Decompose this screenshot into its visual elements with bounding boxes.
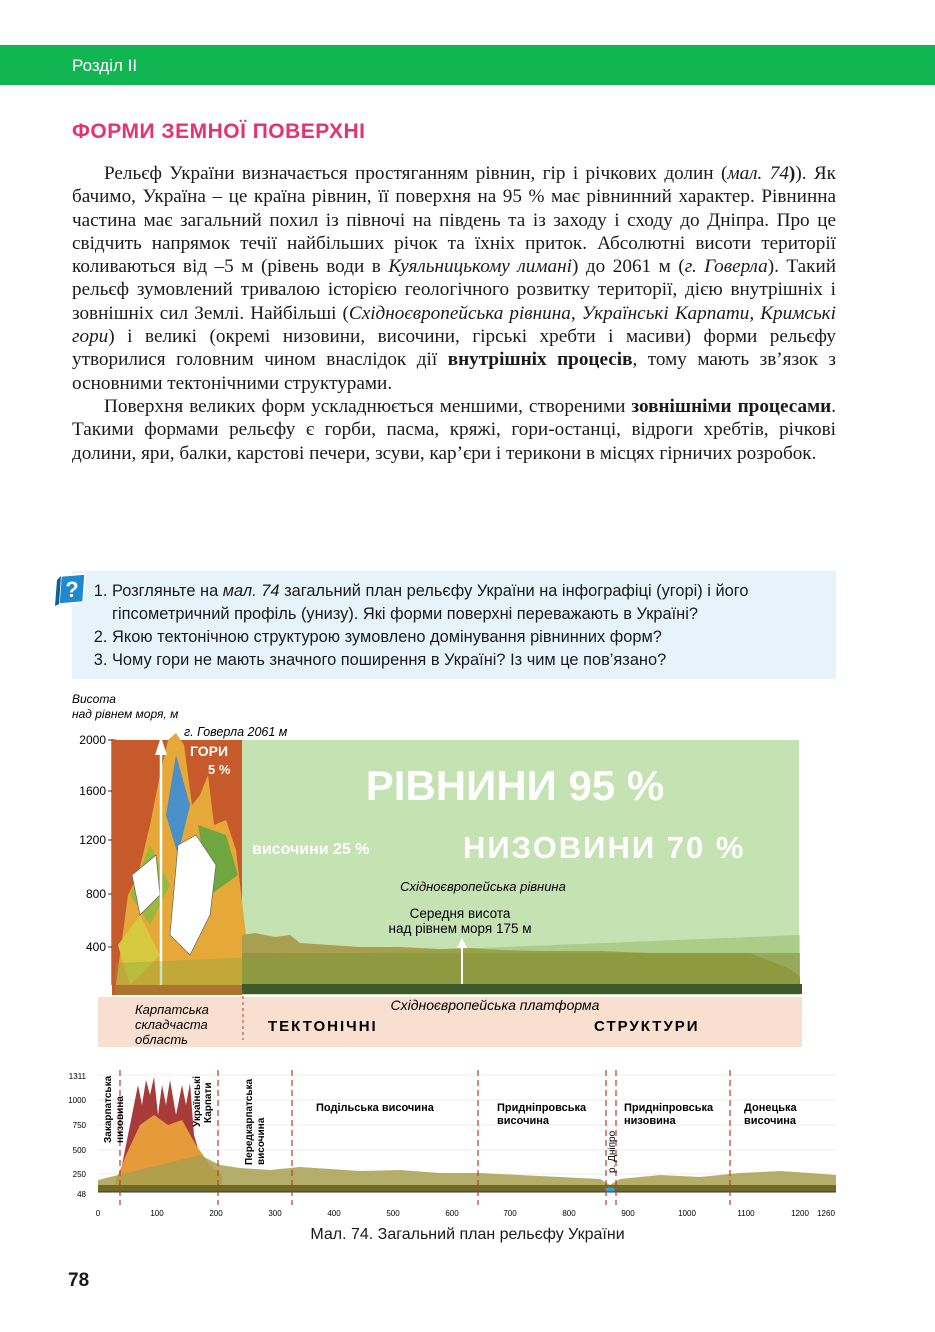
p1-text-2: ). Як бачимо, Україна – це країна рівнин, її поверхня на 95 % має рівнинний характер. Рівнинна частина має загальний похил із півночі на південь та із заходу і сходу до Дніпра. Про це свідчить напрямок течії найбільших річок та їхніх приток. Абсолютні висоти території коливаються від –5 м (рівень води в [72, 163, 836, 278]
q1-text-1: Розгляньте на [112, 582, 223, 600]
ytick-800: 800 [85, 887, 106, 901]
figure-caption: Мал. 74. Загальний план рельєфу України [310, 1226, 625, 1243]
p1-italic-3: г. Говерла [684, 256, 768, 278]
xtick-200: 200 [209, 1209, 223, 1218]
svg-text:?: ? [65, 577, 79, 602]
p1-italic-1: мал. 74 [727, 163, 789, 184]
region-zakarp-2: низовина [115, 1096, 126, 1143]
region-prydn-low-2: низовина [624, 1115, 676, 1127]
question-1 [112, 580, 836, 626]
peak-label: г. Говерла 2061 м [184, 725, 288, 739]
page-title: ФОРМИ ЗЕМНОЇ ПОВЕРХНІ [72, 120, 366, 143]
region-zakarp-1: Закарпатська [103, 1075, 114, 1143]
carpathian-label-2: складчаста [135, 1017, 208, 1032]
p2-text-1: Поверхня великих форм ускладнюється меншими, створеними [104, 395, 632, 417]
ytick-400: 400 [85, 940, 106, 954]
xtick-1200: 1200 [791, 1209, 809, 1218]
ptick-1000: 1000 [68, 1096, 86, 1105]
uplands-label: височини 25 % [252, 841, 370, 858]
xtick-900: 900 [621, 1209, 635, 1218]
question-3: 3. Чому гори не мають значного поширення в Україні? Із чим це пов’язано? [112, 649, 836, 672]
profile-y-ticks [68, 1072, 86, 1199]
region-predkarp-1: Передкарпатська [244, 1078, 255, 1165]
xtick-300: 300 [268, 1209, 282, 1218]
xtick-700: 700 [503, 1209, 517, 1218]
ptick-750: 750 [72, 1121, 86, 1130]
p1-text-1: Рельєф України визначається простяганням рівнин, гір і річкових долин ( [104, 163, 728, 184]
xtick-800: 800 [562, 1209, 576, 1218]
profile-x-ticks [96, 1209, 836, 1218]
section-label: Розділ ІІ [72, 56, 138, 75]
region-donets-1: Донецька [744, 1102, 797, 1114]
platform-strip [242, 984, 802, 994]
profile-base [98, 1185, 836, 1192]
p2-text-2: . Такими формами рельєфу є горби, пасма, кряжі, гори-останці, відроги хребтів, річкові долини, яри, балки, карстові печери, зсуви, кар’єри і терикони в місцях гірничих розробок. [72, 395, 836, 464]
region-podil: Подільська височина [316, 1102, 434, 1114]
avg-height-label-1: Середня висота [409, 906, 511, 921]
mountains-label: ГОРИ [190, 743, 229, 759]
region-dnipro: р. Дніпро [607, 1130, 618, 1173]
body-text [72, 162, 836, 465]
ytick-2000: 2000 [79, 733, 106, 747]
y-axis-label-1: Висота [72, 692, 116, 706]
platform-label: Східноєвропейська платформа [390, 997, 600, 1013]
plain-name-label: Східноєвропейська рівнина [400, 879, 566, 894]
q1-text-2: загальний план рельєфу України на інфографіці (угорі) і його гіпсометричний профіль (унизу). Які форми поверхні переважають в Україні? [112, 582, 749, 623]
p1-text-6: , тому мають зв’язок з основними тектонічними структурами. [72, 349, 836, 394]
y-axis-label-2: над рівнем моря, м [72, 707, 179, 721]
p1-italic-4: Східноєвропейська рівнина, Українські Карпати, Кримські гори [72, 302, 836, 348]
xtick-1260: 1260 [817, 1209, 835, 1218]
plains-label: РІВНИНИ 95 % [365, 762, 665, 809]
region-prydn-up-2: височина [497, 1115, 549, 1127]
xtick-1000: 1000 [678, 1209, 696, 1218]
relief-figure [0, 685, 935, 1245]
q1-italic: мал. 74 [222, 582, 280, 600]
ytick-1200: 1200 [79, 833, 106, 847]
p1-bold-1: внутрішніх процесів [447, 349, 633, 371]
p1-italic-2: Куяльницькому лимані [388, 256, 572, 278]
p2-bold-1: зовнішніми процесами [631, 395, 832, 417]
ptick-48: 48 [77, 1190, 86, 1199]
xtick-500: 500 [386, 1209, 400, 1218]
p1-text-3: ) до 2061 м ( [572, 256, 685, 278]
carpathian-label-3: область [135, 1032, 188, 1047]
p1-text-5: ) і великі (окремі низовини, височини, гірські хребти і масиви) форми рельєфу утворилися головним чином внаслідок дії [72, 326, 836, 371]
xtick-1100: 1100 [737, 1209, 755, 1218]
avg-height-label-2: над рівнем моря 175 м [388, 921, 532, 936]
xtick-400: 400 [327, 1209, 341, 1218]
question-2: 2. Якою тектонічною структурою зумовлено домінування рівнинних форм? [112, 626, 836, 649]
mountains-percent: 5 % [208, 762, 231, 777]
paragraph-1: Рельєф України визначається простяганням рівнин, гір і річкових долин (мал. 74)). Як бачимо, Україна – це країна рівнин, її поверхня на 95 % має рівнинний характер. Рівнинна частина має загальний похил із півночі на південь та із заходу і сходу до Дніпра. Про це свідчить напрямок течії найбільших річок та їхніх приток. Абсолютні висоти території коливаються від –5 м (рівень води в Куяльницькому лимані) до 2061 м (г. Говерла). Такий рельєф зумовлений тривалою історією геологічного розвитку території, дією внутрішніх і зовнішніх сил Землі. Найбільші (Східноєвропейська рівнина, Українські Карпати, Кримські гори) і великі (окремі низовини, височини, гірські хребти і масиви) форми рельєфу утворилися головним чином внаслідок дії внутрішніх процесів, тому мають зв’язок з основними тектонічними структурами. [72, 163, 837, 394]
xtick-100: 100 [150, 1209, 164, 1218]
question-mark-icon [55, 572, 89, 608]
y-ticks [79, 733, 116, 954]
region-prydn-up-1: Придніпровська [497, 1102, 587, 1114]
region-karp-2: Карпати [203, 1082, 214, 1123]
ptick-500: 500 [72, 1146, 86, 1155]
region-karp-1: Українські [192, 1076, 203, 1127]
region-donets-2: височина [744, 1115, 796, 1127]
carpathian-label-1: Карпатська [135, 1002, 209, 1017]
lowlands-label: НИЗОВИНИ 70 % [463, 830, 746, 865]
section-header [0, 45, 935, 85]
xtick-0: 0 [95, 1209, 101, 1218]
ptick-250: 250 [72, 1170, 86, 1179]
ptick-1311: 1311 [68, 1072, 86, 1081]
xtick-600: 600 [445, 1209, 459, 1218]
region-prydn-low-1: Придніпровська [624, 1102, 714, 1114]
ytick-1600: 1600 [79, 784, 106, 798]
tectonic-word-2: СТРУКТУРИ [594, 1018, 700, 1035]
page-number: 78 [68, 1270, 90, 1291]
paragraph-2 [72, 395, 836, 465]
questions-list [72, 571, 836, 672]
region-predkarp-2: височина [256, 1117, 267, 1165]
questions-box [72, 571, 836, 679]
p1-text-4: ). Такий рельєф зумовлений тривалою історією геологічного розвитку території, дією внутрішніх і зовнішніх сил Землі. Найбільші ( [72, 256, 837, 324]
tectonic-word-1: ТЕКТОНІЧНІ [268, 1018, 378, 1035]
